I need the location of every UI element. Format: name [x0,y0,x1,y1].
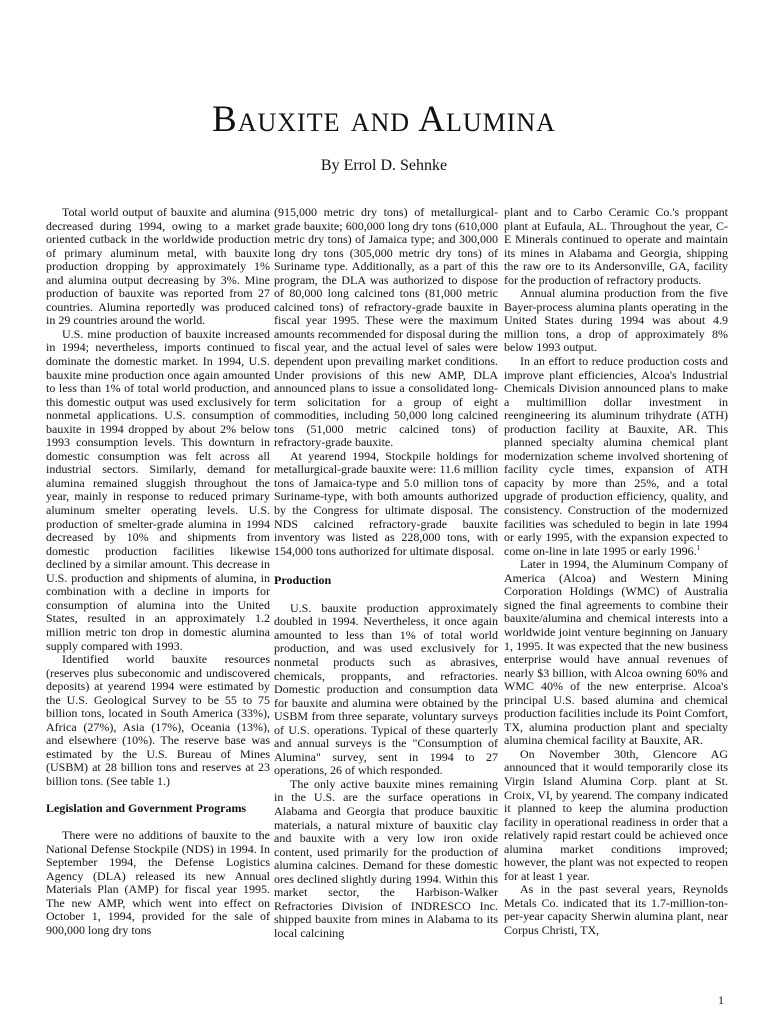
text-column-2 [274,206,498,940]
paragraph-continued: plant and to Carbo Ceramic Co.'s proppant plant at Eufaula, AL. Throughout the year, C-E Minerals continued to operate and maintain its mines in Alabama and Georgia, shipping the raw ore to its Andersonville, GA, facility for the production of refractory products. [504,205,728,287]
text-column-3 [504,206,728,938]
article-title: Bauxite and Alumina [212,99,556,140]
paragraph: There were no additions of bauxite to the National Defense Stockpile (NDS) in 1994. In September 1994, the Defense Logistics Agency (DLA) released its new Annual Materials Plan (AMP) for fiscal year 1995. The new AMP, which went into effect on October 1, 1994, provided for the sale of 900,000 long dry tons [46,828,270,937]
paragraph: On November 30th, Glencore AG announced that it would temporarily close its Virgin Island Alumina Corp. plant at St. Croix, VI, by yearend. The company indicated it planned to keep the alumina production facility in operational readiness in order that a relatively rapid restart could be achieved once alumina market conditions improved; however, the plant was not expected to reopen for at least 1 year. [504,746,728,883]
footnote-marker: 1 [696,543,701,552]
paragraph: Annual alumina production from the five Bayer-process alumina plants operating in the United States during 1994 was about 4.9 million tons, a drop of approximately 8% below 1993 output. [504,286,728,355]
paragraph: U.S. bauxite production approximately doubled in 1994. Nevertheless, it once again amounted to less than 1% of total world production, and was used exclusively for nonmetal products such as abrasives, chemicals, proppants, and refractories. Domestic production and consumption data for bauxite and alumina were obtained by the USBM from three separate, voluntary surveys of U.S. operations. Typical of these quarterly and annual surveys is the "Consumption of Alumina" survey, sent in 1994 to 27 operations, 26 of which responded. [274,600,498,778]
paragraph: Later in 1994, the Aluminum Company of America (Alcoa) and Western Mining Corporation Holdings (WMC) of Australia signed the final agreements to combine their bauxite/alumina and chemical interests into a worldwide joint venture beginning on January 1, 1995. It was expected that the new business enterprise would have annual revenues of nearly $3 billion, with Alcoa owning 60% and WMC 40% of the new enterprise. Alcoa's principal U.S. based alumina and chemical production facilities include its Point Comfort, TX, alumina production plant and specialty alumina chemical facility at Bauxite, AR. [504,557,728,748]
paragraph: At yearend 1994, Stockpile holdings for metallurgical-grade bauxite were: 11.6 million tons of Jamaica-type and 5.0 million tons of Suriname-type, with both amounts authorized by the Congress for ultimate disposal. The NDS calcined refractory-grade bauxite inventory was listed as 228,000 tons, with 154,000 tons authorized for ultimate disposal. [274,448,498,558]
paragraph: The only active bauxite mines remaining in the U.S. are the surface operations in Alabama and Georgia that produce bauxitic materials, a natural mixture of bauxitic clay and bauxite with a very low iron oxide content, used primarily for the production of alumina calcines. Demand for these domestic ores declined slightly during 1994. Within this market sector, the Harbison-Walker Refractories Division of INDRESCO Inc. shipped bauxite from mines in Alabama to its local calcining [274,776,498,940]
text-column-1 [46,206,270,937]
section-heading-production: Production [274,573,332,588]
paragraph: U.S. mine production of bauxite increased in 1994; nevertheless, imports continued to dominate the domestic market. In 1994, U.S. bauxite mine production once again amounted to less than 1% of total world production, and this domestic output was used exclusively for nonmetal applications. U.S. consumption of bauxite in 1994 dropped by about 2% below 1993 consumption levels. This downturn in domestic consumption was felt across all industrial sectors. Similarly, demand for alumina remained sluggish throughout the year, mainly in response to reduced primary aluminum smelter operating levels. U.S. production of smelter-grade alumina in 1994 decreased by 10% and shipments from domestic production facilities likewise declined by a similar amount. This decrease in U.S. production and shipments of alumina, in combination with a decline in imports for consumption of alumina into the United States, resulted in an approximately 1.2 million metric ton drop in domestic alumina supply compared with 1993. [46,326,270,653]
paragraph-text: In an effort to reduce production costs and improve plant efficiencies, Alcoa's Industrial Chemicals Division announced plans to make a multimillion dollar investment in reengineering its aluminum trihydrate (ATH) production facility at Bauxite, AR. This planned specialty alumina chemical plant modernization scheme involved shortening of facility cycle times, expansion of ATH capacity by more than 25%, and a total upgrade of production efficiency, quality, and consistency. Construction of the modernized facilities was scheduled to begin in late 1994 or early 1995, with the expansion expected to come on-line in late 1995 or early 1996. [504,354,728,558]
paragraph: Total world output of bauxite and alumina decreased during 1994, owing to a market oriented cutback in the worldwide production of primary aluminum metal, with bauxite production dropping by approximately 1% and alumina output decreasing by 3%. Mine production of bauxite was reported from 27 countries. Alumina reportedly was produced in 29 countries around the world. [46,205,270,328]
article-byline: By Errol D. Sehnke [320,157,448,174]
section-heading-legislation: Legislation and Government Programs [46,800,247,815]
paragraph-continued: (915,000 metric dry tons) of metallurgical-grade bauxite; 600,000 long dry tons (610,000 metric dry tons) of Jamaica type; and 300,000 long dry tons (305,000 metric dry tons) of Suriname type. Additionally, as a part of this program, the DLA was authorized to dispose of 80,000 long calcined tons (81,000 metric calcined tons) of refractory-grade bauxite in fiscal year 1995. These were the maximum amounts recommended for disposal during the fiscal year, and the actual level of sales were dependent upon prevailing market conditions. Under provisions of this new AMP, DLA announced plans to issue a consolidated long-term solicitation for a group of eight commodities, including 50,000 long calcined tons (51,000 metric calcined tons) of refractory-grade bauxite. [274,205,498,450]
page-number: 1 [718,993,724,1007]
paragraph: Identified world bauxite resources (reserves plus subeconomic and undiscovered deposits) at yearend 1994 were estimated by the U.S. Geological Survey to be 55 to 75 billion tons, located in South America (33%), Africa (27%), Asia (17%), Oceania (13%), and elsewhere (10%). The reserve base was estimated by the U.S. Bureau of Mines (USBM) at 28 billion tons and reserves at 23 billion tons. (See table 1.) [46,652,270,788]
paragraph [504,355,728,558]
paragraph: As in the past several years, Reynolds Metals Co. indicated that its 1.7-million-ton-per-year capacity Sherwin alumina plant, near Corpus Christi, TX, [504,882,728,937]
